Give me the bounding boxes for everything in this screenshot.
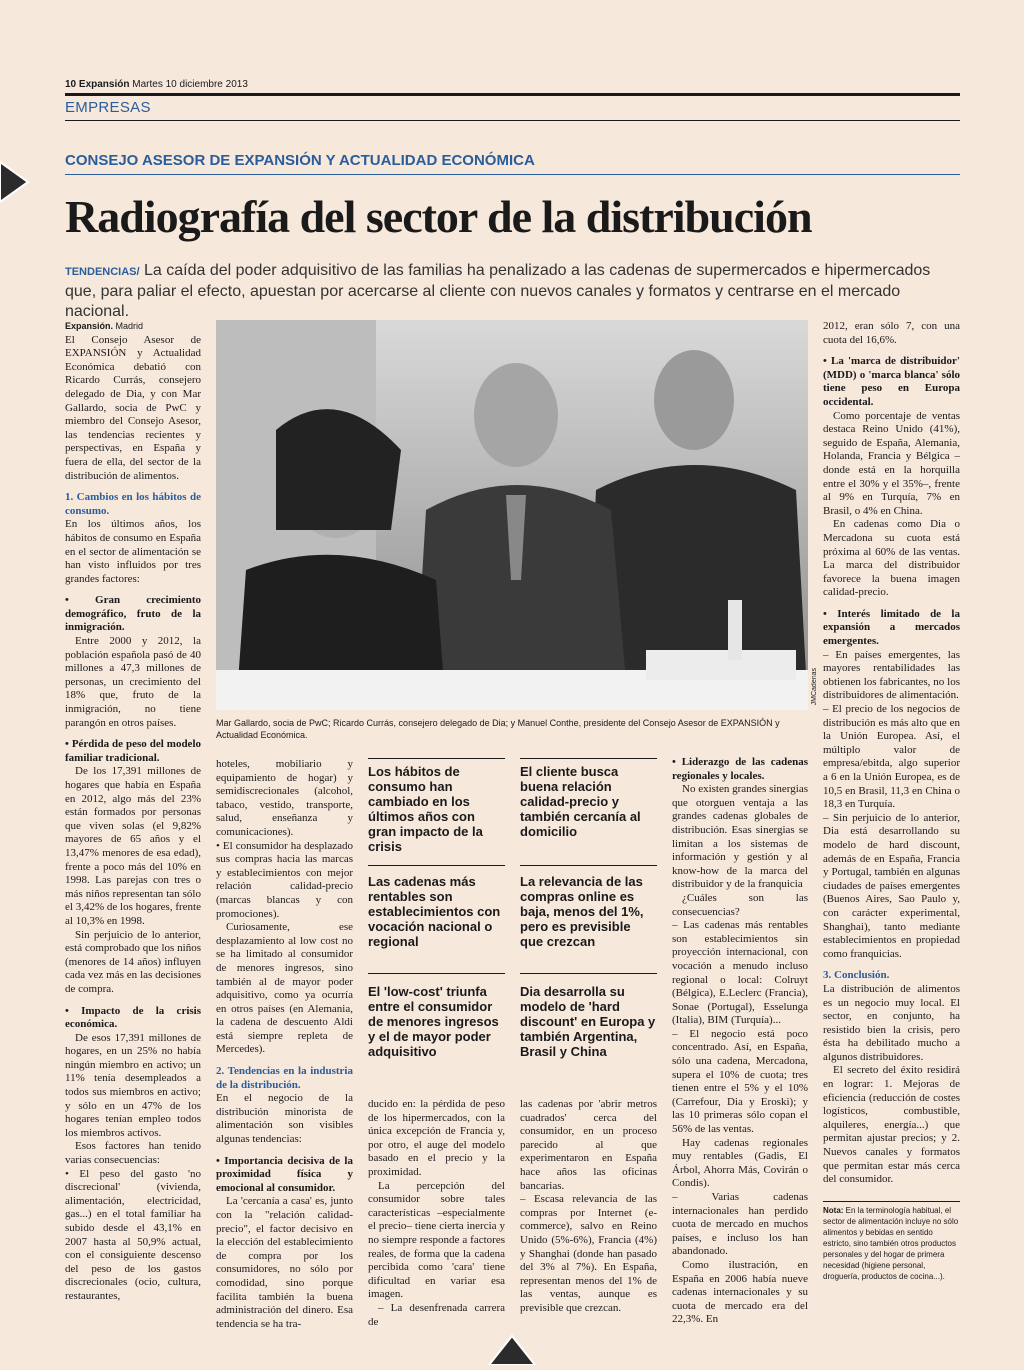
paragraph: ducido en: la pérdida de peso de los hipermercados, con la única excepción de Francia y, por otro, el auge del modelo basado en el precio y la proximidad.: [368, 1098, 505, 1178]
deck-tag: TENDENCIAS/: [65, 266, 140, 278]
paragraph: – Sin perjuicio de lo anterior, Dia está desarrollando su modelo de hard discount, además de en España, Francia y Portugal, también en algunas ciudades de países emergentes (Buenos Aires, Sao Paulo y, con carácter experimental, Shanghai), tanto mediante establecimientos en propiedad como franquicias.: [823, 811, 960, 960]
paragraph: ¿Cuáles son las consecuencias?: [672, 891, 808, 918]
kicker-rule: [65, 174, 960, 175]
column-2: [216, 758, 353, 1331]
paragraph: las cadenas por 'abrir metros cuadrados' cerca del consumidor, en un proceso parecido al que experimentaron en España hace años las oficinas bancarias.: [520, 1098, 657, 1192]
highlight-rule: [520, 758, 657, 759]
highlight-quote: El cliente busca buena relación calidad-precio y también cercanía al domicilio: [520, 764, 641, 839]
footnote-text: En la terminología habitual, el sector de alimentación incluye no sólo alimentos y bebidas en sentido estricto, sino también otros productos personales y del hogar de primera necesidad (higiene personal, droguería, productos de cocina...).: [823, 1206, 959, 1281]
paragraph: – El negocio está poco concentrado. Así, en España, sólo una cadena, Mercadona, supera el 10% de cuota; tres tienen entre el 5% y el 10% (Carrefour, Dia y Eroski); y las 10 primeras sólo copan el 56% de las ventas.: [672, 1027, 808, 1136]
paragraph: Hay cadenas regionales muy rentables (Gadis, El Árbol, Ahorra Más, Covirán o Condis).: [672, 1136, 808, 1190]
top-rule: [65, 93, 960, 96]
newspaper-name: Expansión: [78, 79, 130, 90]
paragraph: Esos factores han tenido varias consecuencias:: [65, 1140, 201, 1167]
bullet-head: • La 'marca de distribuidor' (MDD) o 'marca blanca' sólo tiene peso en Europa occidental.: [823, 355, 960, 408]
paragraph: – Escasa relevancia de las compras por Internet (e-commerce), salvo en Reino Unido (5%-6%), Francia (4%) y Shanghai (donde han pasado del 3% al 7%). En España, representan menos del 1% de las ventas, aunque es previsible que crezcan.: [520, 1193, 657, 1314]
paragraph: Sin perjuicio de lo anterior, está comprobado que los niños (menores de 14 años) influyen cada vez más en las decisiones de compra.: [65, 928, 201, 995]
section-label: EMPRESAS: [65, 99, 151, 116]
paragraph: La distribución de alimentos es un negocio muy local. El sector, en conjunto, ha resistido bien la crisis, pero ésta ha debilitado mucho a algunos distribuidores.: [823, 982, 960, 1063]
highlight-quote: Las cadenas más rentables son establecimientos con vocación nacional o regional: [368, 874, 501, 949]
bullet-head: • Pérdida de peso del modelo familiar tradicional.: [65, 738, 201, 764]
bullet-head: • Gran crecimiento demográfico, fruto de la inmigración.: [65, 594, 201, 634]
paragraph: • El peso del gasto 'no discrecional' (vivienda, alimentación, electricidad, gas...) en el total familiar ha subido desde el 43,1% en 2007 hasta al 50,9% actual, con el consiguiente descenso del peso de los gastos discrecionales (ocio, cultura, restaurantes,: [65, 1167, 201, 1302]
paragraph: De esos 17,391 millones de hogares, en un 25% no había ningún miembro en activo; un 11% tenía desempleados a todos sus miembros en activo; y sólo en un 47% de los hogares tenían empleo todos los miembros activos.: [65, 1031, 201, 1139]
paragraph: hoteles, mobiliario y equipamiento de hogar) y semidiscrecionales (alcohol, tabaco, vestido, transporte, salud, enseñanza y comunicaciones).: [216, 758, 353, 838]
highlight-quote: Los hábitos de consumo han cambiado en los últimos años con gran impacto de la crisis: [368, 764, 483, 854]
bullet-head: • Importancia decisiva de la proximidad física y emocional al consumidor.: [216, 1154, 353, 1194]
highlight-rule: [368, 973, 505, 974]
issue-date: Martes 10 diciembre 2013: [132, 79, 248, 90]
highlight-quote: El 'low-cost' triunfa entre el consumidor de menores ingresos y el de mayor poder adquisitivo: [368, 984, 499, 1059]
note-rule: [823, 1201, 960, 1202]
highlight-quote: La relevancia de las compras online es baja, menos del 1%, pero es previsible que crezcan: [520, 874, 644, 949]
paragraph: El Consejo Asesor de EXPANSIÓN y Actualidad Económica debatió con Ricardo Currás, consejero delegado de Dia, y con Mar Gallardo, socia de PwC y miembro del Consejo Asesor, las tendencias recientes y perspectivas, en España y fuera de ella, del sector de la distribución de alimentos.: [65, 333, 201, 482]
bullet-head: • Impacto de la crisis económica.: [65, 1004, 201, 1031]
highlight-rule: [520, 865, 657, 866]
subhead: 2. Tendencias en la industria de la distribución.: [216, 1065, 353, 1091]
paragraph: La percepción del consumidor sobre tales características –especialmente el precio– tiene cierta inercia y no siempre responde a factores reales, de forma que la cadena percibida como 'cara' tiene dificultad en variar esa imagen.: [368, 1179, 505, 1301]
next-page-arrow-icon[interactable]: [487, 1332, 537, 1370]
dateline-city: Madrid: [113, 321, 144, 331]
photo: [216, 320, 808, 710]
paragraph: En el negocio de la distribución minorista de alimentación son visibles algunas tendencias:: [216, 1092, 353, 1146]
page-number: 10: [65, 79, 77, 90]
deck-text: La caída del poder adquisitivo de las familias ha penalizado a las cadenas de supermercados e hipermercados que, para paliar el efecto, apuestan por acercarse al cliente con nuevos canales y formatos y centrarse en el mercado nacional.: [65, 262, 931, 320]
folio: [65, 79, 248, 90]
dateline-source: Expansión.: [65, 321, 114, 331]
paragraph: – La desenfrenada carrera de: [368, 1301, 505, 1328]
paragraph: – En países emergentes, las mayores rentabilidades las obtienen los fabricantes, no los distribuidores de alimentación.: [823, 648, 960, 702]
kicker: CONSEJO ASESOR DE EXPANSIÓN Y ACTUALIDAD ECONÓMICA: [65, 152, 535, 169]
paragraph: No existen grandes sinergias que otorguen ventaja a las grandes cadenas globales de distribución. Esas sinergias se limitan a los sistemas de información y gestión y al know-how de la marca del distribuidor y de la franquicia: [672, 783, 808, 891]
column-6: [823, 320, 960, 1187]
paragraph: – Las cadenas más rentables son establecimientos sin proyección internacional, con vocación a menudo incluso regional o local: Colruyt (Bélgica), E.Leclerc (Francia), Sonae (Portugal), Esselunga (Italia), BIM (Turquía)...: [672, 919, 808, 1027]
footnote: [823, 1205, 960, 1282]
paragraph: En los últimos años, los hábitos de consumo en España en el sector de alimentación se han visto influidos por tres grandes factores:: [65, 518, 201, 585]
paragraph: 2012, eran sólo 7, con una cuota del 16,6%.: [823, 320, 960, 346]
paragraph: – Varias cadenas internacionales han perdido cuota de mercado en muchos países, e incluso los han abandonado.: [672, 1191, 808, 1258]
paragraph: Como porcentaje de ventas destaca Reino Unido (41%), seguido de España, Alemania, Holanda, Francia y Bélgica –donde está en la horquilla entre el 30% y el 35%–, frente al 9% en Turquía, 7% en Brasil, o 4% en China.: [823, 409, 960, 517]
column-5: [672, 756, 808, 1327]
photo-credit: JMCadenas: [811, 668, 818, 706]
bullet-head: • Interés limitado de la expansión a mercados emergentes.: [823, 607, 960, 648]
deck: [65, 261, 965, 322]
paragraph: La 'cercanía a casa' es, junto con la "relación calidad-precio", el factor decisivo en la elección del establecimiento de compra por los consumidores, no sólo por comodidad, sino porque facilita también la buena administración del dinero. Esa tendencia se ha tra-: [216, 1195, 353, 1330]
column-3: [368, 1098, 505, 1329]
highlight-quote: Dia desarrolla su modelo de 'hard discount' en Europa y también Argentina, Brasil y China: [520, 984, 656, 1059]
paragraph: El secreto del éxito residirá en lograr: 1. Mejoras de eficiencia (reducción de costes logísticos, combustible, alquileres, energía...) que permitan ajustar precios; y 2. Nuevos canales y formatos que permitan estar más cerca del consumidor.: [823, 1064, 960, 1186]
previous-page-arrow-icon[interactable]: [0, 160, 30, 209]
photo-illustration: [216, 320, 808, 710]
column-4: [520, 1098, 657, 1316]
photo-caption: Mar Gallardo, socia de PwC; Ricardo Currás, consejero delegado de Dia; y Manuel Conthe, presidente del Consejo Asesor de EXPANSIÓN y Actualidad Económica.: [216, 718, 780, 740]
paragraph: Entre 2000 y 2012, la población española pasó de 40 millones a 47,3 millones de personas, un crecimiento del 18% que, fruto de la inmigración, no tiene parangón en otros países.: [65, 635, 201, 729]
headline: Radiografía del sector de la distribución: [65, 191, 812, 242]
paragraph: Curiosamente, ese desplazamiento al low cost no se ha limitado al consumidor de menores ingresos, sino también al de mayor poder adquisitivo, como ya ocurría en otros países (en Alemania, la cadena de descuento Aldi está siempre repleta de Mercedes).: [216, 921, 353, 1056]
paragraph: De los 17,391 millones de hogares que había en España en 2012, algo más del 23% están formados por personas que viven solas (el 9,82% mayores de 65 años y el 13,47% menores de esa edad), frente a poco más del 10% en 1998. Las parejas con tres o más niños representan tan sólo el 3,42% de los hogares, frente al 10,3% en 1998.: [65, 765, 201, 927]
paragraph: En cadenas como Dia o Mercadona su cuota está próxima al 60% de las ventas. La marca del distribuidor favorece la buena imagen calidad-precio.: [823, 518, 960, 599]
subhead: 1. Cambios en los hábitos de consumo.: [65, 491, 201, 517]
paragraph: • El consumidor ha desplazado sus compras hacia las marcas y establecimientos con mejor relación calidad-precio (marcas blancas y con promociones).: [216, 839, 353, 920]
paragraph: Como ilustración, en España en 2006 había nueve cadenas internacionales y su cuota de mercado era del 22,3%. En: [672, 1258, 808, 1326]
column-1: [65, 320, 201, 1304]
paragraph: – El precio de los negocios de distribución es más alto que en la Unión Europea. Así, el múltiplo valor de empresa/ebitda, algo superior a 6 en la Unión Europea, es de 10,5 en Brasil, 11,3 en China o 18,3 en Turquía.: [823, 703, 960, 811]
subhead: 3. Conclusión.: [823, 969, 890, 982]
highlight-rule: [368, 758, 505, 759]
bullet-head: • Liderazgo de las cadenas regionales y locales.: [672, 756, 808, 782]
highlight-rule: [520, 973, 657, 974]
footnote-label: Nota:: [823, 1206, 844, 1215]
highlight-rule: [368, 865, 505, 866]
section-rule: [65, 120, 960, 121]
